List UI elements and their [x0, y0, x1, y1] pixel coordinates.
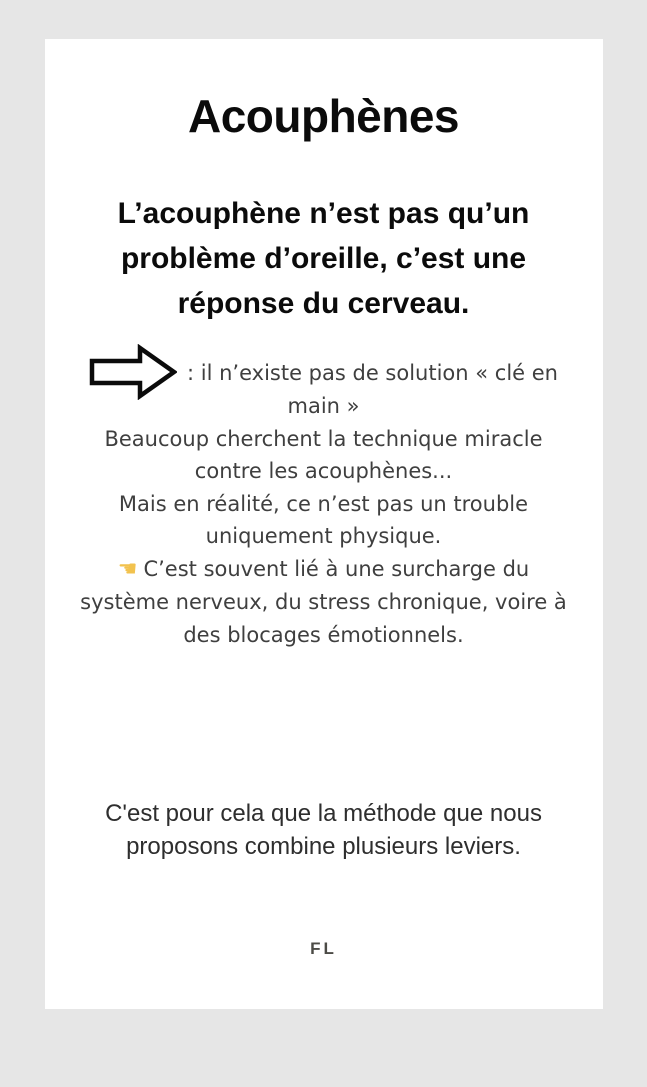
body-line: main » — [287, 394, 360, 418]
post-card — [45, 39, 603, 1009]
closing-text — [73, 797, 575, 863]
body-line: des blocages émotionnels. — [183, 622, 464, 647]
closing-line: C'est pour cela que la méthode que nous — [105, 800, 542, 827]
body-line: Mais en réalité, ce n’est pas un trouble — [118, 491, 529, 516]
pointing-hand-icon: ☚ — [117, 556, 138, 582]
body-line: Beaucoup cherchent la technique miracle — [104, 426, 543, 451]
body-line: contre les acouphènes... — [194, 459, 453, 483]
subtitle-line: réponse du cerveau. — [177, 287, 470, 320]
page-title: Acouphènes — [187, 90, 460, 142]
brand-monogram: FL — [310, 939, 337, 958]
body-line-text: C’est souvent lié à une surcharge du — [143, 556, 530, 581]
right-arrow-icon — [89, 344, 177, 400]
closing-line: proposons combine plusieurs leviers. — [126, 833, 521, 860]
body-line: système nerveux, du stress chronique, voire à — [80, 590, 567, 614]
body-line-text: : il n’existe pas de solution « clé en — [187, 361, 558, 385]
subtitle-line: problème d’oreille, c’est une — [120, 242, 527, 275]
body-line: uniquement physique. — [205, 524, 442, 548]
subtitle — [73, 191, 575, 326]
body-text — [73, 357, 575, 651]
body-line — [73, 553, 575, 587]
body-line — [73, 357, 575, 390]
subtitle-line: L’acouphène n’est pas qu’un — [117, 197, 530, 230]
